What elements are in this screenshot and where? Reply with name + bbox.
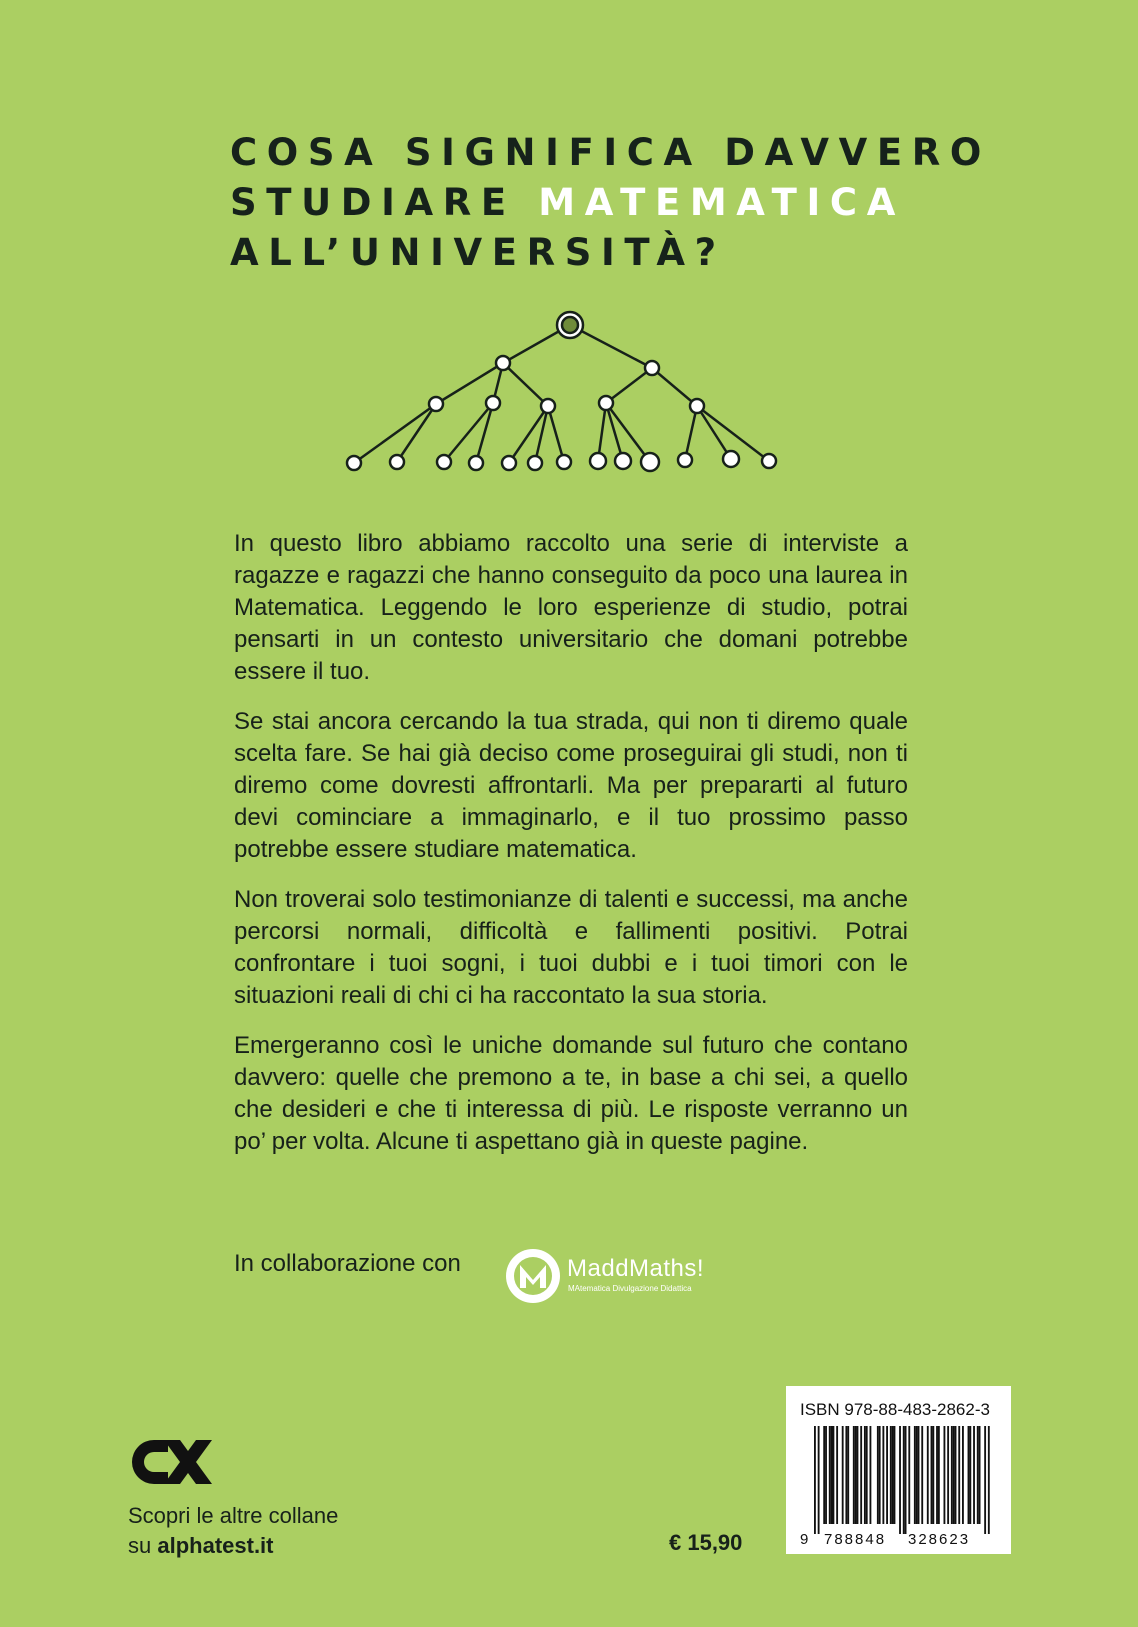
headline-line-2 — [230, 178, 910, 228]
barcode-bar — [905, 1426, 907, 1534]
barcode-bar — [831, 1426, 833, 1524]
headline-line-1: COSA SIGNIFICA DAVVERO — [230, 131, 991, 174]
barcode-bar — [857, 1426, 859, 1524]
barcode-bar — [977, 1426, 979, 1524]
discover-prefix: su — [128, 1533, 158, 1558]
headline-line-3: ALL’UNIVERSITÀ? — [230, 231, 726, 274]
paragraph-4: Emergeranno così le uniche domande sul futuro che contano davvero: quelle che premono a te, in base a chi sei, a quello che desideri e che ti interessa di più. Le risposte verranno un po’ per volta. Alcune ti aspettano già in queste pagine. — [234, 1032, 908, 1155]
barcode-bar — [968, 1426, 970, 1524]
barcode-bar — [962, 1426, 964, 1524]
maddmaths-logo-icon — [505, 1248, 561, 1304]
barcode-bar — [833, 1426, 835, 1524]
maddmaths-name: MaddMaths! — [567, 1255, 705, 1282]
barcode-bar — [979, 1426, 981, 1524]
barcode-bar — [951, 1426, 953, 1524]
barcode-bar — [908, 1426, 910, 1524]
maddmaths-tagline: MAtematica Divulgazione Didattica — [568, 1284, 692, 1293]
isbn-label: ISBN 978-88-483-2862-3 — [800, 1400, 990, 1419]
barcode-bar — [932, 1426, 934, 1524]
paragraph-3: Non troverai solo testimonianze di talenti e successi, ma anche percorsi normali, difficoltà e fallimenti positivi. Potrai confrontare i tuoi sogni, i tuoi dubbi e i tuoi timori con le situazioni reali di chi ci ha raccontato la sua storia. — [234, 886, 908, 1009]
barcode-bar — [847, 1426, 849, 1524]
barcode-bar — [918, 1426, 920, 1524]
barcode-bar — [988, 1426, 990, 1534]
barcode-bar — [870, 1426, 872, 1524]
barcode-bar — [969, 1426, 971, 1524]
barcode-bar — [894, 1426, 896, 1524]
barcode-bar — [829, 1426, 831, 1524]
barcode-bar — [890, 1426, 892, 1524]
barcode-bar — [973, 1426, 975, 1524]
barcode-box — [786, 1386, 1011, 1554]
alphatest-logo-icon — [128, 1436, 212, 1488]
barcode-bar — [984, 1426, 986, 1534]
barcode-bar — [814, 1426, 816, 1534]
barcode-icon — [786, 1386, 1011, 1554]
barcode-bar — [836, 1426, 838, 1524]
barcode-bar — [916, 1426, 918, 1524]
tree-diagram-icon — [340, 300, 780, 480]
collaboration-label: In collaborazione con — [234, 1250, 461, 1277]
barcode-bar — [864, 1426, 866, 1524]
barcode-digits-left: 788848 — [824, 1531, 887, 1548]
barcode-bar — [853, 1426, 855, 1524]
headline — [230, 128, 991, 278]
discover-line-2 — [128, 1531, 338, 1561]
headline-line-2-start: STUDIARE — [230, 181, 539, 224]
barcode-bar — [903, 1426, 905, 1534]
barcode-bar — [877, 1426, 879, 1524]
headline-highlight: MATEMATICA — [538, 181, 905, 224]
barcode-bar — [921, 1426, 923, 1524]
barcode-digits-right: 328623 — [908, 1531, 971, 1548]
barcode-digit-first: 9 — [800, 1531, 809, 1548]
barcode-bar — [882, 1426, 884, 1524]
price: € 15,90 — [669, 1530, 743, 1555]
barcode-bar — [886, 1426, 888, 1524]
barcode-bar — [855, 1426, 857, 1524]
discover-line-1: Scopri le altre collane — [128, 1503, 339, 1528]
barcode-bar — [914, 1426, 916, 1524]
barcode-bar — [892, 1426, 894, 1524]
barcode-bar — [938, 1426, 940, 1524]
barcode-bar — [879, 1426, 881, 1524]
barcode-bar — [845, 1426, 847, 1524]
barcode-bar — [955, 1426, 957, 1524]
barcode-bar — [860, 1426, 862, 1524]
barcode-bar — [899, 1426, 901, 1534]
back-cover-text — [234, 528, 908, 1176]
discover-site: alphatest.it — [157, 1533, 274, 1558]
barcode-bar — [958, 1426, 960, 1524]
barcode-bar — [825, 1426, 827, 1524]
barcode-bar — [931, 1426, 933, 1524]
barcode-bar — [944, 1426, 946, 1524]
paragraph-2: Se stai ancora cercando la tua strada, qui non ti diremo quale scelta fare. Se hai già deciso come proseguirai gli studi, non ti diremo come dovresti affrontarli. Ma per prepararti al futuro devi cominciare a immaginarlo, e il tuo prossimo passo potrebbe essere studiare matematica. — [234, 708, 908, 863]
barcode-bar — [842, 1426, 844, 1524]
barcode-bar — [953, 1426, 955, 1524]
paragraph-1: In questo libro abbiamo raccolto una serie di interviste a ragazze e ragazzi che hanno conseguito da poco una laurea in Matematica. Leggendo le loro esperienze di studio, potrai pensarti in un contesto universitario che domani potrebbe essere il tuo. — [234, 530, 908, 685]
barcode-bar — [936, 1426, 938, 1524]
barcode-bar — [947, 1426, 949, 1524]
barcode-bar — [927, 1426, 929, 1524]
barcode-bar — [818, 1426, 820, 1534]
barcode-bar — [823, 1426, 825, 1524]
barcode-bar — [866, 1426, 868, 1524]
discover-text — [128, 1501, 338, 1561]
